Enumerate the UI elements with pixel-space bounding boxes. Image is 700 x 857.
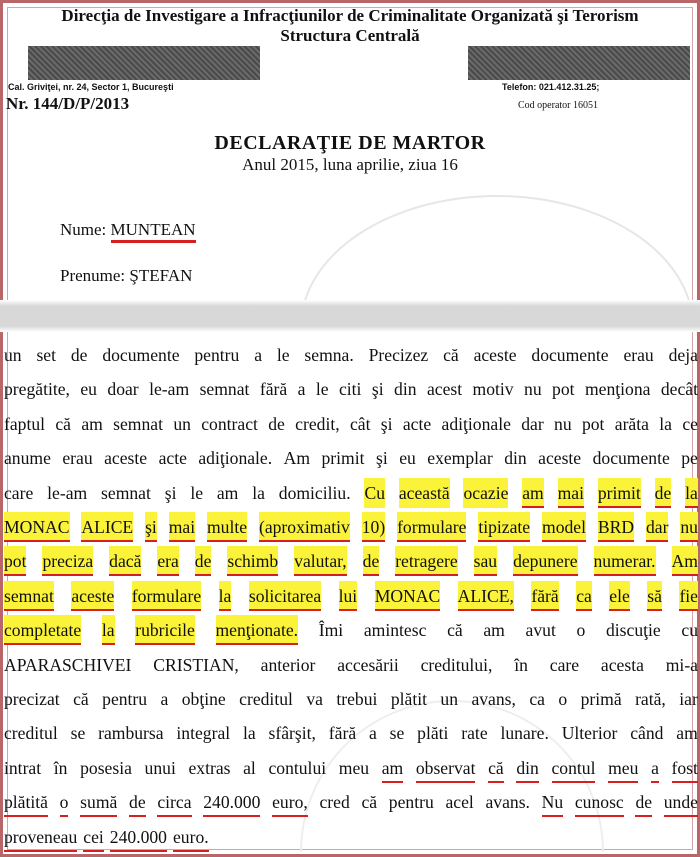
word: formulare — [397, 512, 466, 542]
word: din — [516, 753, 538, 783]
word: să — [647, 581, 662, 611]
word: CRISTIAN, — [153, 654, 239, 675]
word: documente — [102, 345, 180, 365]
word: când — [630, 723, 664, 744]
word: semna. — [304, 345, 354, 365]
word: retragere — [395, 546, 458, 576]
word: şi — [145, 512, 157, 542]
word: anume — [4, 448, 51, 469]
word: a — [651, 753, 659, 783]
word: la — [252, 482, 265, 503]
word: amintesc — [363, 620, 427, 641]
word: în — [514, 654, 528, 675]
word: a — [160, 689, 169, 709]
word: eu — [399, 448, 416, 469]
text-line — [4, 753, 698, 783]
word: completate — [4, 615, 81, 645]
institution-name: Direcţia de Investigare a Infracţiunilor de Criminalitate Organizată şi Terorism — [61, 6, 639, 25]
word: euro. — [173, 822, 209, 852]
text-line — [4, 478, 698, 508]
word: pot — [4, 546, 26, 576]
word: ele — [609, 581, 630, 611]
word: rambursa — [98, 723, 164, 744]
word: obţine — [181, 689, 226, 709]
word: acesta — [600, 654, 644, 675]
word: cu — [681, 620, 698, 641]
redaction-bar-left — [28, 46, 260, 80]
text-line — [4, 684, 698, 714]
word: precizat — [4, 689, 60, 709]
word: şi — [164, 482, 177, 503]
word: un — [4, 345, 22, 365]
word: sfârşit, — [268, 723, 316, 744]
word: cât — [349, 413, 371, 434]
word: le — [315, 379, 329, 400]
word: anterior — [260, 654, 316, 675]
word: de — [129, 787, 146, 817]
word: pot — [552, 379, 575, 400]
word: nu — [554, 413, 572, 434]
declaration-title: DECLARAŢIE DE MARTOR — [214, 132, 486, 154]
word: MONAC — [375, 581, 441, 611]
word: domiciliu. — [278, 482, 351, 503]
word: la — [243, 723, 256, 744]
word: fără — [259, 379, 288, 400]
word: că — [443, 345, 459, 365]
word: discuţie — [605, 620, 661, 641]
word: avut — [525, 620, 556, 641]
word: numerar. — [594, 546, 656, 576]
word: şi — [375, 448, 388, 469]
word: semnat — [199, 379, 250, 400]
word: preciza — [42, 546, 93, 576]
word: Am — [672, 546, 698, 576]
text-line — [4, 718, 698, 748]
word: că — [361, 792, 378, 813]
surname-value: MUNTEAN — [111, 220, 196, 243]
word: se — [70, 723, 86, 744]
word: se — [389, 723, 405, 744]
word: şi — [371, 379, 384, 400]
word: mai — [558, 478, 584, 508]
word: posesia — [80, 757, 132, 778]
firstname-label: Prenume: — [60, 266, 130, 285]
word: valutar, — [294, 546, 347, 576]
word: dar — [521, 413, 544, 434]
word: erau — [623, 345, 654, 365]
word: din — [504, 448, 527, 469]
word: o — [558, 689, 568, 709]
word: pentru — [194, 345, 240, 365]
text-line — [4, 615, 698, 645]
firstname-row — [60, 266, 192, 286]
word: primit — [321, 448, 365, 469]
word: le — [276, 345, 290, 365]
word: aceste — [538, 448, 582, 469]
firstname-value: ŞTEFAN — [129, 266, 193, 285]
word: lui — [339, 581, 358, 611]
word: la — [102, 615, 115, 645]
word: nu — [524, 379, 542, 400]
text-line — [4, 787, 698, 817]
word: deja — [668, 345, 698, 365]
word: o — [60, 787, 69, 817]
word: model — [542, 512, 586, 542]
text-line — [4, 409, 698, 439]
word: plătit — [390, 689, 427, 709]
word: a — [368, 723, 377, 744]
word: trebui — [336, 689, 378, 709]
word: le — [190, 482, 204, 503]
word: documente — [531, 345, 609, 365]
word: depunere — [513, 546, 577, 576]
word: dacă — [109, 546, 141, 576]
word: pe — [681, 448, 698, 469]
word: fără — [328, 723, 357, 744]
word: Nu — [542, 787, 564, 817]
word: Cu — [364, 478, 385, 508]
word: MONAC — [4, 512, 70, 542]
word: la — [685, 478, 698, 508]
word: că — [488, 753, 504, 783]
word: am — [81, 413, 103, 434]
word: sau — [474, 546, 497, 576]
page-gap — [0, 300, 700, 332]
word: eu — [80, 379, 97, 400]
word: menţiona — [584, 379, 651, 400]
word: la — [659, 413, 672, 434]
word: va — [306, 689, 323, 709]
word: mai — [169, 512, 195, 542]
word: adiţionale. — [198, 448, 273, 469]
word: extras — [188, 757, 231, 778]
word: schimb — [227, 546, 278, 576]
word: din — [394, 379, 417, 400]
structure-name: Structura Centrală — [280, 26, 420, 45]
word: nu — [680, 512, 698, 542]
surname-label: Nume: — [60, 220, 111, 239]
word: că — [447, 620, 463, 641]
word: unui — [144, 757, 176, 778]
declaration-date: Anul 2015, luna aprilie, ziua 16 — [242, 155, 458, 174]
text-line — [4, 581, 698, 611]
word: care — [4, 482, 34, 503]
word: care — [549, 654, 580, 675]
word: 240.000 — [203, 787, 260, 817]
word: (aproximativ — [259, 512, 350, 542]
word: că — [55, 413, 71, 434]
word: am — [676, 723, 698, 744]
word: de — [70, 345, 88, 365]
word: aceste — [473, 345, 517, 365]
word: în — [53, 757, 68, 778]
word: erau — [62, 448, 93, 469]
word: meu — [608, 753, 638, 783]
word: decât — [660, 379, 698, 400]
word: ca — [529, 689, 545, 709]
word: 240.000 — [110, 822, 167, 852]
word: tipizate — [478, 512, 530, 542]
word: a — [254, 345, 262, 365]
text-line — [4, 512, 698, 542]
text-line — [4, 374, 698, 404]
operator-code: Cod operator 16051 — [518, 100, 598, 111]
word: proveneau — [4, 822, 77, 852]
word: arăta — [614, 413, 649, 434]
word: am — [522, 478, 544, 508]
word: ocazie — [463, 478, 508, 508]
word: avans. — [485, 792, 530, 813]
word: ALICE, — [458, 581, 514, 611]
word: doar — [107, 379, 139, 400]
word: unde — [664, 787, 698, 817]
word: contul — [552, 753, 596, 783]
word: un — [173, 413, 191, 434]
word: menţionate. — [216, 615, 299, 645]
word: un — [440, 689, 459, 709]
word: Precizez — [368, 345, 429, 365]
text-line — [4, 340, 698, 370]
word: motiv — [472, 379, 514, 400]
word: accesării — [337, 654, 399, 675]
word: rubricile — [135, 615, 195, 645]
institution-phone: Telefon: 021.412.31.25; — [502, 82, 600, 92]
word: sumă — [80, 787, 117, 817]
word: ALICE — [81, 512, 133, 542]
word: cei — [83, 822, 104, 852]
word: BRD — [598, 512, 634, 542]
word: lunare. — [500, 723, 549, 744]
word: integral — [176, 723, 231, 744]
word: avans, — [471, 689, 516, 709]
word: cred — [319, 792, 350, 813]
word: circa — [157, 787, 191, 817]
word: iar — [679, 689, 698, 709]
word: am — [216, 482, 239, 503]
word: faptul — [4, 413, 46, 434]
word: solicitarea — [249, 581, 321, 611]
word: APARASCHIVEI — [4, 654, 132, 675]
word: am — [483, 620, 505, 641]
word: acel — [445, 792, 474, 813]
word: acte — [402, 413, 432, 434]
word: credit, — [295, 413, 340, 434]
word: dar — [646, 512, 668, 542]
word: contract — [201, 413, 258, 434]
word: le-am — [149, 379, 190, 400]
word: intrat — [4, 757, 42, 778]
word: observat — [416, 753, 476, 783]
surname-row — [60, 220, 196, 240]
word: fie — [679, 581, 698, 611]
word: primă — [580, 689, 622, 709]
word: rată, — [635, 689, 666, 709]
word: acest — [426, 379, 463, 400]
word: o — [576, 620, 586, 641]
word: acte — [158, 448, 187, 469]
word: am — [382, 753, 404, 783]
word: exemplar — [427, 448, 493, 469]
word: plătită — [4, 787, 48, 817]
text-line — [4, 650, 698, 680]
word: euro, — [272, 787, 308, 817]
word: şi — [380, 413, 393, 434]
word: semnat — [113, 413, 163, 434]
redaction-bar-right — [468, 46, 690, 80]
word: Îmi — [318, 620, 344, 641]
word: de — [635, 787, 652, 817]
word: era — [157, 546, 178, 576]
word: multe — [207, 512, 247, 542]
word: ca — [576, 581, 592, 611]
word: aceste — [104, 448, 148, 469]
word: ce — [682, 413, 698, 434]
word: mi-a — [665, 654, 698, 675]
word: la — [219, 581, 232, 611]
word: de — [655, 478, 672, 508]
word: aceste — [71, 581, 114, 611]
word: de — [363, 546, 380, 576]
word: Ulterior — [561, 723, 618, 744]
file-number: Nr. 144/D/P/2013 — [6, 94, 130, 113]
institution-address: Cal. Griviţei, nr. 24, Sector 1, Bucureşti — [8, 82, 174, 92]
word: set — [36, 345, 56, 365]
word: adiţionale — [441, 413, 511, 434]
word: că — [73, 689, 89, 709]
word: creditul — [239, 689, 293, 709]
word: semnat — [4, 581, 54, 611]
word: fără — [531, 581, 558, 611]
word: documente — [592, 448, 670, 469]
word: meu — [338, 757, 370, 778]
word: le-am — [47, 482, 88, 503]
word: semnat — [101, 482, 151, 503]
word: citi — [338, 379, 362, 400]
word: de — [268, 413, 285, 434]
word: primit — [598, 478, 641, 508]
text-line — [4, 443, 698, 473]
text-line — [4, 822, 244, 852]
word: pentru — [388, 792, 434, 813]
word: cunosc — [575, 787, 624, 817]
word: creditul — [4, 723, 58, 744]
word: creditului, — [420, 654, 493, 675]
word: Am — [283, 448, 311, 469]
word: contului — [268, 757, 327, 778]
word: rate — [461, 723, 488, 744]
word: de — [195, 546, 212, 576]
word: al — [243, 757, 256, 778]
word: a — [297, 379, 306, 400]
word: fost — [672, 753, 698, 783]
word: această — [399, 478, 450, 508]
word: pregătite, — [4, 379, 70, 400]
word: 10) — [362, 512, 385, 542]
word: pot — [581, 413, 605, 434]
word: pentru — [102, 689, 148, 709]
text-line — [4, 546, 698, 576]
word: formulare — [132, 581, 201, 611]
word: plăti — [417, 723, 449, 744]
